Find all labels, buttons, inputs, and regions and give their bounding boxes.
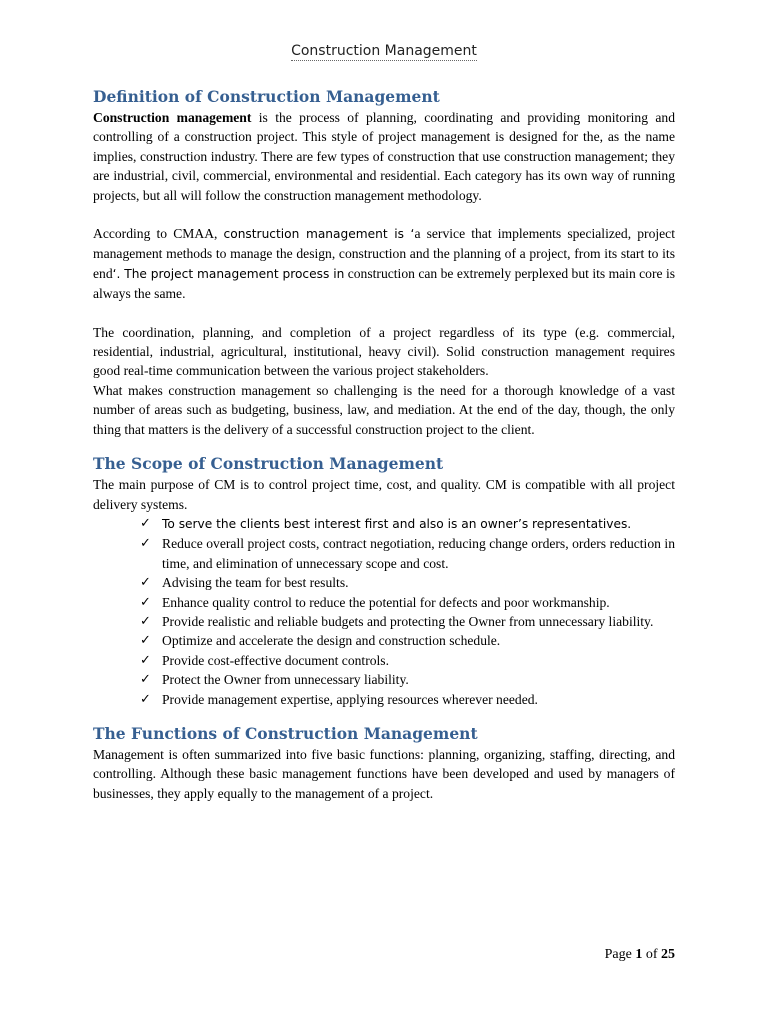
of-label: of bbox=[645, 947, 658, 962]
check-icon: ✓ bbox=[140, 536, 151, 552]
document-body bbox=[93, 86, 675, 803]
header-title: Construction Management bbox=[291, 43, 477, 59]
paragraph: The coordination, planning, and completion of a project regardless of its type (e.g. commercial, residential, industrial, agricultural, institutional, heavy civil). Solid construction management requires good real-time communication between the various project stakeholders. bbox=[93, 324, 675, 379]
list-item: ✓ Provide management expertise, applying resources wherever needed. bbox=[140, 690, 675, 709]
check-icon: ✓ bbox=[140, 691, 151, 707]
check-icon: ✓ bbox=[140, 633, 151, 649]
list-item: ✓ Advising the team for best results. bbox=[140, 573, 675, 592]
page-number: 1 bbox=[635, 947, 643, 962]
check-icon: ✓ bbox=[140, 575, 151, 591]
check-icon: ✓ bbox=[140, 594, 151, 610]
section-heading-definition: Definition of Construction Management bbox=[93, 87, 440, 106]
list-item: ✓ Protect the Owner from unnecessary liability. bbox=[140, 670, 675, 689]
page-total: 25 bbox=[661, 947, 675, 962]
check-icon: ✓ bbox=[140, 652, 151, 668]
list-item: ✓ Enhance quality control to reduce the potential for defects and poor workmanship. bbox=[140, 593, 675, 612]
list-item: ✓ To serve the clients best interest first and also is an owner’s representatives. bbox=[140, 514, 675, 534]
check-icon: ✓ bbox=[140, 515, 151, 531]
list-item: ✓ Reduce overall project costs, contract negotiation, reducing change orders, orders reduction in time, and elimination of unnecessary scope and cost. bbox=[140, 536, 675, 571]
paragraph: Construction management is the process of planning, coordinating and providing monitoring and controlling of a construction project. This style of project management is designed for the, as the name implies, construction industry. There are few types of construction that use construction management; they are industrial, civil, commercial, environmental and residential. Each category has its own way of running projects, but all will follow the construction management methodology. bbox=[93, 110, 675, 203]
section-heading-scope: The Scope of Construction Management bbox=[93, 454, 444, 474]
page-label: Page bbox=[604, 947, 632, 962]
list-item: ✓ Provide realistic and reliable budgets and protecting the Owner from unnecessary liability. bbox=[140, 612, 675, 631]
checklist bbox=[93, 514, 675, 709]
section-heading-functions: The Functions of Construction Management bbox=[93, 723, 478, 743]
page-footer bbox=[605, 945, 675, 964]
paragraph: Management is often summarized into five basic functions: planning, organizing, staffing, directing, and controlling. Although these basic management functions have been developed and used by managers of businesses, they apply equally to the management of a project. bbox=[93, 746, 675, 801]
check-icon: ✓ bbox=[140, 613, 151, 629]
paragraph: According to CMAA, construction management is ‘a service that implements specialized, project management methods to manage the design, construction and the planning of a project, from its start to its end‘. The project management process in construction can be extremely perplexed but its main core is always the same. bbox=[93, 226, 676, 302]
paragraph: The main purpose of CM is to control project time, cost, and quality. CM is compatible with all project delivery systems. bbox=[93, 477, 675, 512]
check-icon: ✓ bbox=[140, 672, 151, 688]
list-item: ✓ Provide cost-effective document controls. bbox=[140, 651, 675, 670]
paragraph: What makes construction management so challenging is the need for a thorough knowledge of a vast number of areas such as budgeting, business, law, and mediation. At the end of the day, though, the only thing that matters is the delivery of a successful construction project to the client. bbox=[93, 382, 675, 437]
bold-term: Construction management bbox=[93, 110, 252, 125]
running-header bbox=[0, 42, 768, 61]
list-item: ✓ Optimize and accelerate the design and construction schedule. bbox=[140, 631, 675, 650]
